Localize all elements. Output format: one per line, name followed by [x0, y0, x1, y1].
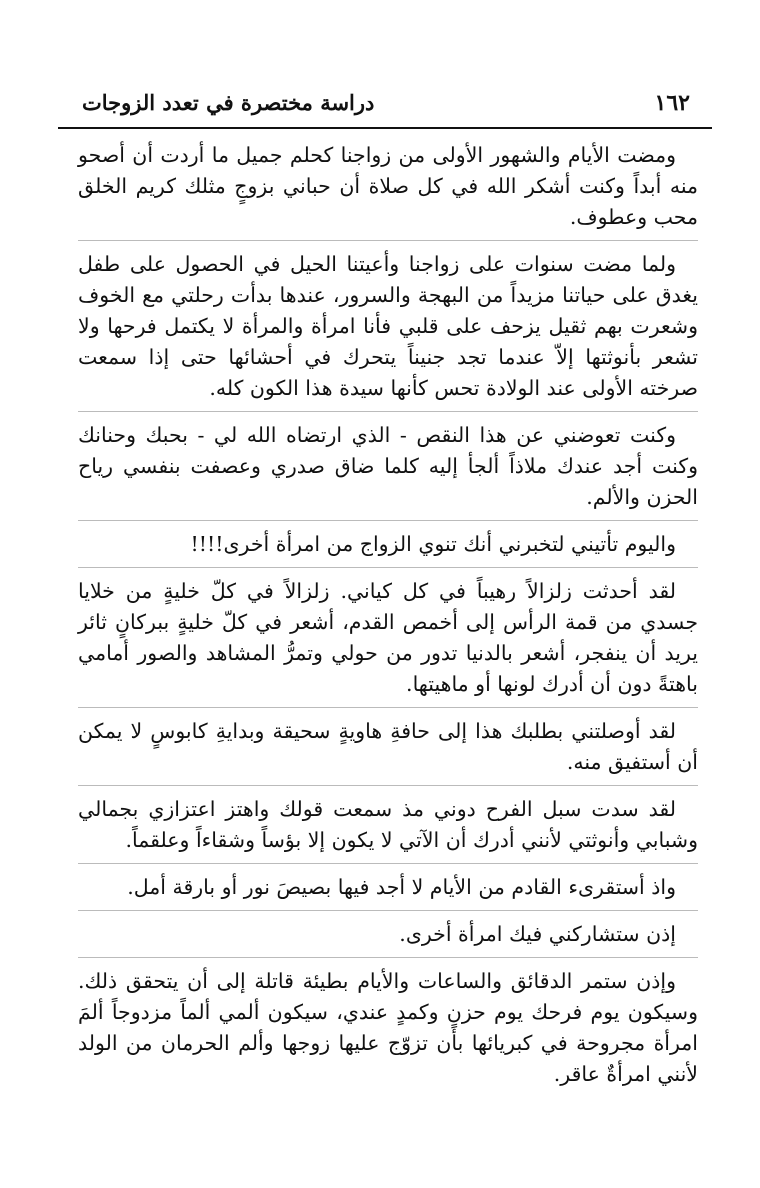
running-title: دراسة مختصرة في تعدد الزوجات	[82, 90, 375, 115]
page-number: ١٦٢	[654, 90, 690, 116]
paragraph: وكنت تعوضني عن هذا النقص - الذي ارتضاه الله لي - بحبك وحنانك وكنت أجد عندك ملاذاً ألجأ إليه كلما ضاق صدري وعصفت بنفسي رياح الحزن والألم.	[78, 411, 698, 513]
body-text	[78, 140, 698, 1090]
paragraph: واليوم تأتيني لتخبرني أنك تنوي الزواج من امرأة أخرى!!!!	[78, 520, 698, 560]
paragraph: واذ أستقرىء القادم من الأيام لا أجد فيها بصيصَ نور أو بارقة أمل.	[78, 863, 698, 903]
paragraph: لقد أحدثت زلزالاً رهيباً في كل كياني. زلزالاً في كلّ خليةٍ من خلايا جسدي من قمة الرأس إلى أخمص القدم، أشعر في كلّ خليةٍ ببركانٍ ثائر يريد أن ينفجر، أشعر بالدنيا تدور من حولي وتمرُّ المشاهد والصور أمامي باهتةً دون أن أدرك لونها أو ماهيتها.	[78, 567, 698, 700]
header-rule	[58, 127, 712, 129]
paragraph: لقد أوصلتني بطلبك هذا إلى حافةِ هاويةٍ سحيقة وبدايةِ كابوسٍ لا يمكن أن أستفيق منه.	[78, 707, 698, 778]
paragraph: ولما مضت سنوات على زواجنا وأعيتنا الحيل في الحصول على طفل يغدق على حياتنا مزيداً من البهجة والسرور، عندها بدأت رحلتي مع الخوف وشعرت بهم ثقيل يزحف على قلبي فأنا امرأة والمرأة لا يكتمل فرحها ولا تشعر بأنوثتها إلاّ عندما تجد جنيناً يتحرك في أحشائها حتى إذا سمعت صرخته الأولى عند الولادة تحس كأنها سيدة هذا الكون كله.	[78, 240, 698, 404]
paragraph: إذن ستشاركني فيك امرأة أخرى.	[78, 910, 698, 950]
paragraph: وإذن ستمر الدقائق والساعات والأيام بطيئة قاتلة إلى أن يتحقق ذلك. وسيكون يوم فرحك يوم حزنٍ وكمدٍ عندي، سيكون ألمي ألماً مزدوجاً ألمَ امرأة مجروحة في كبريائها بأن تزوّج عليها زوجها وألم الحرمان من الولد لأنني امرأةٌ عاقر.	[78, 957, 698, 1090]
paragraph: ومضت الأيام والشهور الأولى من زواجنا كحلم جميل ما أردت أن أصحو منه أبداً وكنت أشكر الله في كل صلاة أن حباني بزوجٍ مثلك كريم الخلق محب وعطوف.	[78, 143, 698, 229]
page-header	[58, 84, 712, 124]
paragraph: لقد سدت سبل الفرح دوني مذ سمعت قولك واهتز اعتزازي بجمالي وشبابي وأنوثتي لأنني أدرك أن الآتي لا يكون إلا بؤساً وشقاءاً وعلقماً.	[78, 785, 698, 856]
